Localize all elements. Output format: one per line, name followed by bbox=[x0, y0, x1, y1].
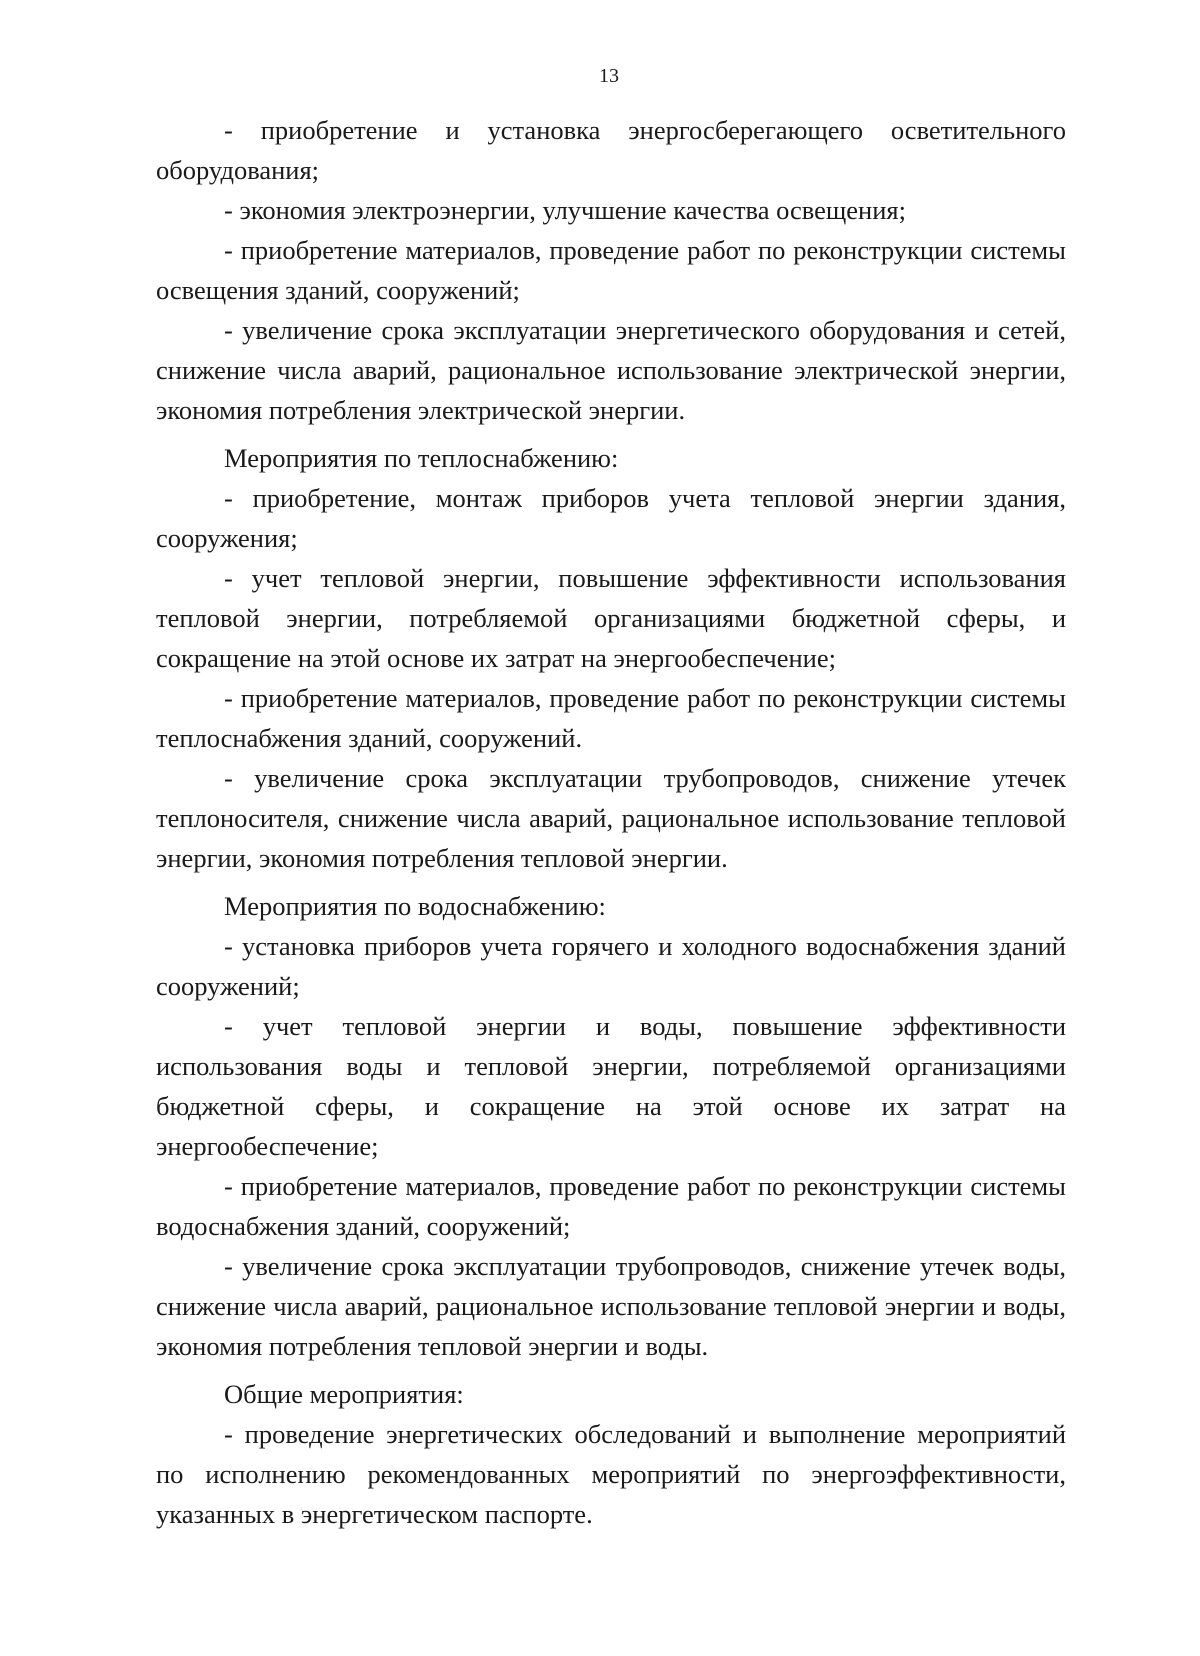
paragraph-pipeline-lifetime-water: - увеличение срока эксплуатации трубопроводов, снижение утечек воды, снижение числа аварий, рациональное использование тепловой энергии и воды, экономия потребления тепловой энергии и воды. bbox=[156, 1251, 1066, 1361]
page-number: 13 bbox=[599, 65, 619, 87]
paragraph-heat-accounting: - учет тепловой энергии, повышение эффективности использования тепловой энергии, потребляемой организациями бюджетной сферы, и сокращение на этой основе их затрат на энергообеспечение; bbox=[156, 563, 1066, 673]
paragraph-electric-equipment-lifetime: - увеличение срока эксплуатации энергетического оборудования и сетей, снижение числа аварий, рациональное использование электрической энергии, экономия потребления электрической энергии. bbox=[156, 315, 1066, 425]
section-heading-water-supply: Мероприятия по водоснабжению: bbox=[224, 891, 606, 921]
paragraph-lighting-reconstruction: - приобретение материалов, проведение работ по реконструкции системы освещения зданий, сооружений; bbox=[156, 235, 1066, 305]
paragraph-water-reconstruction: - приобретение материалов, проведение работ по реконструкции системы водоснабжения зданий, сооружений; bbox=[156, 1171, 1066, 1241]
paragraph-water-accounting: - учет тепловой энергии и воды, повышение эффективности использования воды и тепловой энергии, потребляемой организациями бюджетной сферы, и сокращение на этой основе их затрат на энергообеспечение; bbox=[156, 1011, 1066, 1161]
paragraph-electricity-savings: - экономия электроэнергии, улучшение качества освещения; bbox=[224, 195, 906, 225]
paragraph-lighting-equipment: - приобретение и установка энергосберегающего осветительного оборудования; bbox=[156, 115, 1066, 185]
section-heading-general: Общие мероприятия: bbox=[224, 1379, 464, 1409]
paragraph-energy-audits: - проведение энергетических обследований и выполнение мероприятий по исполнению рекомендованных мероприятий по энергоэффективности, указанных в энергетическом паспорте. bbox=[156, 1419, 1066, 1529]
paragraph-heat-meters: - приобретение, монтаж приборов учета тепловой энергии здания, сооружения; bbox=[156, 483, 1066, 553]
section-heading-heat-supply: Мероприятия по теплоснабжению: bbox=[224, 443, 619, 473]
document-body bbox=[156, 110, 1066, 1534]
paragraph-heat-reconstruction: - приобретение материалов, проведение работ по реконструкции системы теплоснабжения зданий, сооружений. bbox=[156, 683, 1066, 753]
paragraph-pipeline-lifetime-heat: - увеличение срока эксплуатации трубопроводов, снижение утечек теплоносителя, снижение числа аварий, рациональное использование тепловой энергии, экономия потребления тепловой энергии. bbox=[156, 763, 1066, 873]
paragraph-water-meters: - установка приборов учета горячего и холодного водоснабжения зданий сооружений; bbox=[156, 931, 1066, 1001]
